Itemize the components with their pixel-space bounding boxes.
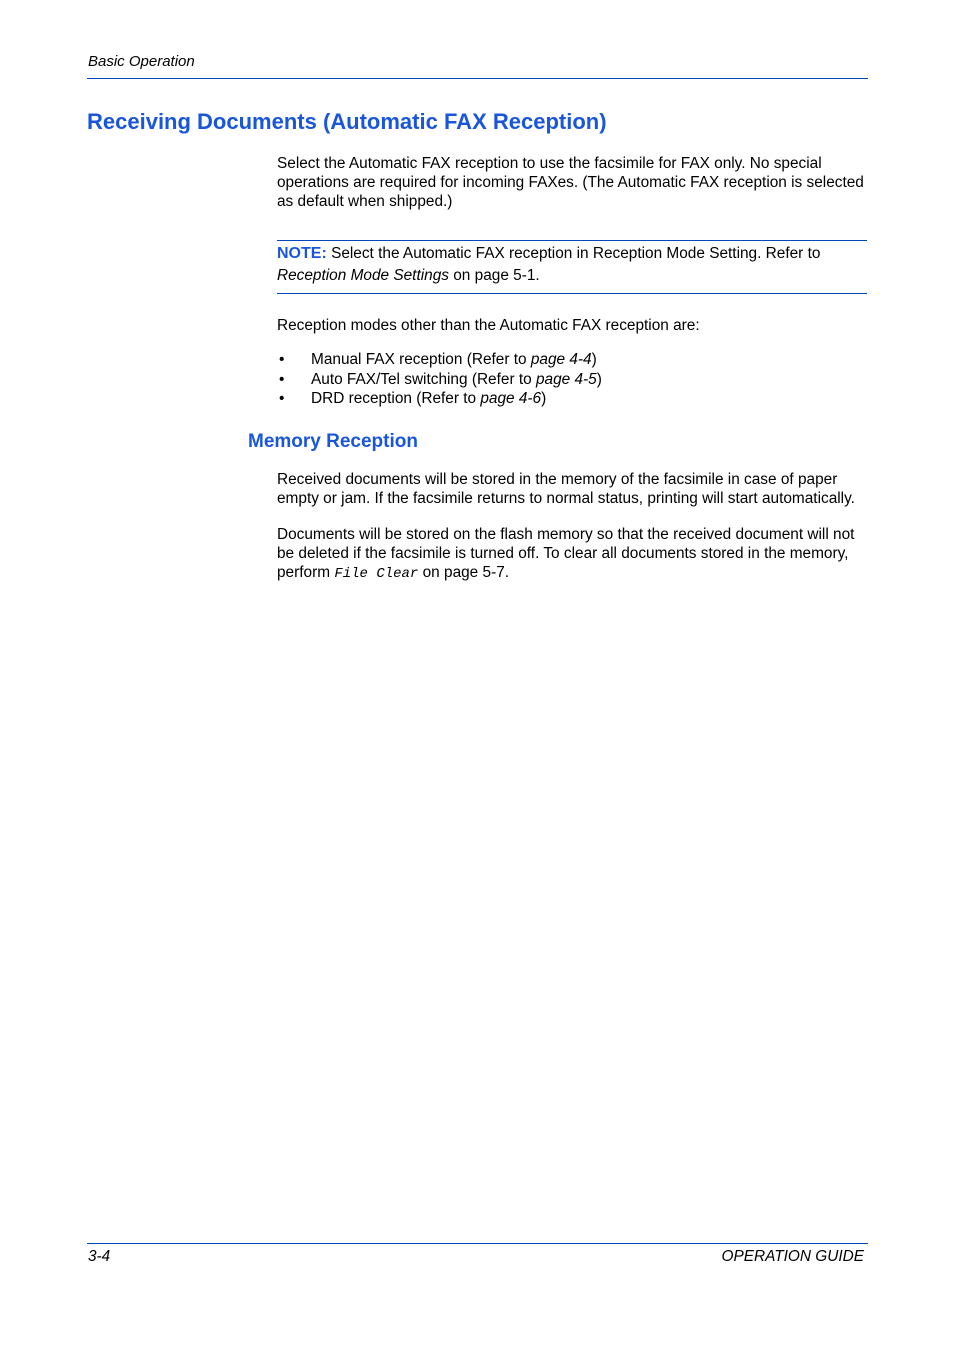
list-item xyxy=(277,370,602,390)
memory-paragraph-2-text: Documents will be stored on the flash memory so that the received document will not be deleted if the facsimile is turned off. To clear all documents stored in the memory, perform xyxy=(277,526,855,581)
memory-paragraph-2 xyxy=(277,525,869,584)
header-section-title: Basic Operation xyxy=(88,53,195,70)
note-label: NOTE: xyxy=(277,245,327,262)
note-bottom-rule xyxy=(277,293,867,294)
note-reference-link[interactable]: Reception Mode Settings xyxy=(277,267,449,284)
list-item xyxy=(277,350,602,370)
memory-reception-heading: Memory Reception xyxy=(248,431,418,452)
footer-page-number: 3-4 xyxy=(88,1248,111,1265)
memory-paragraph-1: Received documents will be stored in the memory of the facsimile in case of paper empty or jam. If the facsimile returns to normal status, printing will start automatically. xyxy=(277,471,855,507)
modes-intro: Reception modes other than the Automatic FAX reception are: xyxy=(277,317,700,334)
list-item xyxy=(277,389,602,409)
list-item-close: ) xyxy=(596,370,602,388)
bullet-icon: • xyxy=(279,390,285,407)
page-link[interactable]: page 4-4 xyxy=(530,351,592,368)
page-title: Receiving Documents (Automatic FAX Reception) xyxy=(87,109,607,134)
bullet-icon: • xyxy=(279,351,285,368)
header-rule xyxy=(87,78,868,79)
footer-guide-name: OPERATION GUIDE xyxy=(721,1248,864,1265)
bullet-icon: • xyxy=(279,370,285,388)
note-text-after: on page 5-1. xyxy=(453,267,540,284)
footer-rule xyxy=(87,1243,868,1244)
list-item-close: ) xyxy=(541,390,547,407)
note-top-rule xyxy=(277,240,867,241)
list-item-text: DRD reception (Refer to xyxy=(311,390,481,407)
note-box xyxy=(277,243,867,287)
note-text-before: Select the Automatic FAX reception in Reception Mode Setting. Refer to xyxy=(331,245,821,262)
reception-modes-list xyxy=(277,350,602,409)
file-clear-command: File Clear xyxy=(334,566,419,582)
page-link[interactable]: page 4-5 xyxy=(535,370,597,388)
list-item-text: Manual FAX reception (Refer to xyxy=(311,351,531,368)
list-item-text: Auto FAX/Tel switching (Refer to xyxy=(311,370,536,388)
intro-paragraph: Select the Automatic FAX reception to use the facsimile for FAX only. No special operations are required for incoming FAXes. (The Automatic FAX reception is selected as default when shipped.) xyxy=(277,155,864,210)
memory-paragraph-2-after: on page 5-7. xyxy=(422,564,510,581)
list-item-close: ) xyxy=(591,351,597,368)
page-link[interactable]: page 4-6 xyxy=(480,390,542,407)
